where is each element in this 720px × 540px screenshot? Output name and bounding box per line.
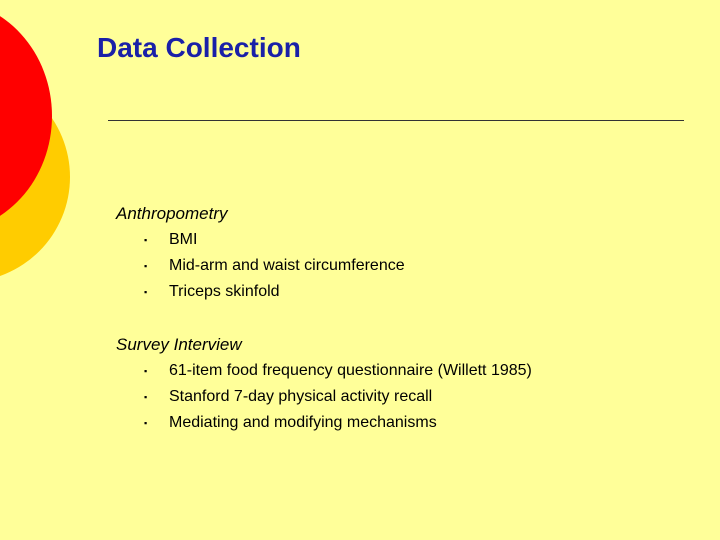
list-item xyxy=(116,279,405,305)
bullet-list xyxy=(116,358,532,436)
list-item-text: Triceps skinfold xyxy=(169,283,280,300)
list-item xyxy=(116,253,405,279)
list-item xyxy=(116,358,532,384)
list-item xyxy=(116,384,532,410)
bullet-square-icon: ▪ xyxy=(144,235,148,245)
section-heading: Anthropometry xyxy=(116,204,228,223)
bullet-square-icon: ▪ xyxy=(144,418,148,428)
section-heading: Survey Interview xyxy=(116,335,242,354)
list-item-text: BMI xyxy=(169,231,198,248)
title-divider xyxy=(108,120,684,121)
list-item-text: 61-item food frequency questionnaire (Willett 1985) xyxy=(169,362,532,379)
bullet-square-icon: ▪ xyxy=(144,287,148,297)
list-item xyxy=(116,410,532,436)
list-item-text: Mediating and modifying mechanisms xyxy=(169,414,437,431)
section-survey-interview xyxy=(116,332,532,436)
list-item xyxy=(116,227,405,253)
bullet-square-icon: ▪ xyxy=(144,261,148,271)
list-item-text: Mid-arm and waist circumference xyxy=(169,257,405,274)
bullet-square-icon: ▪ xyxy=(144,366,148,376)
slide-title: Data Collection xyxy=(97,32,301,63)
section-anthropometry xyxy=(116,201,405,305)
list-item-text: Stanford 7-day physical activity recall xyxy=(169,388,433,405)
bullet-list xyxy=(116,227,405,305)
bullet-square-icon: ▪ xyxy=(144,392,148,402)
